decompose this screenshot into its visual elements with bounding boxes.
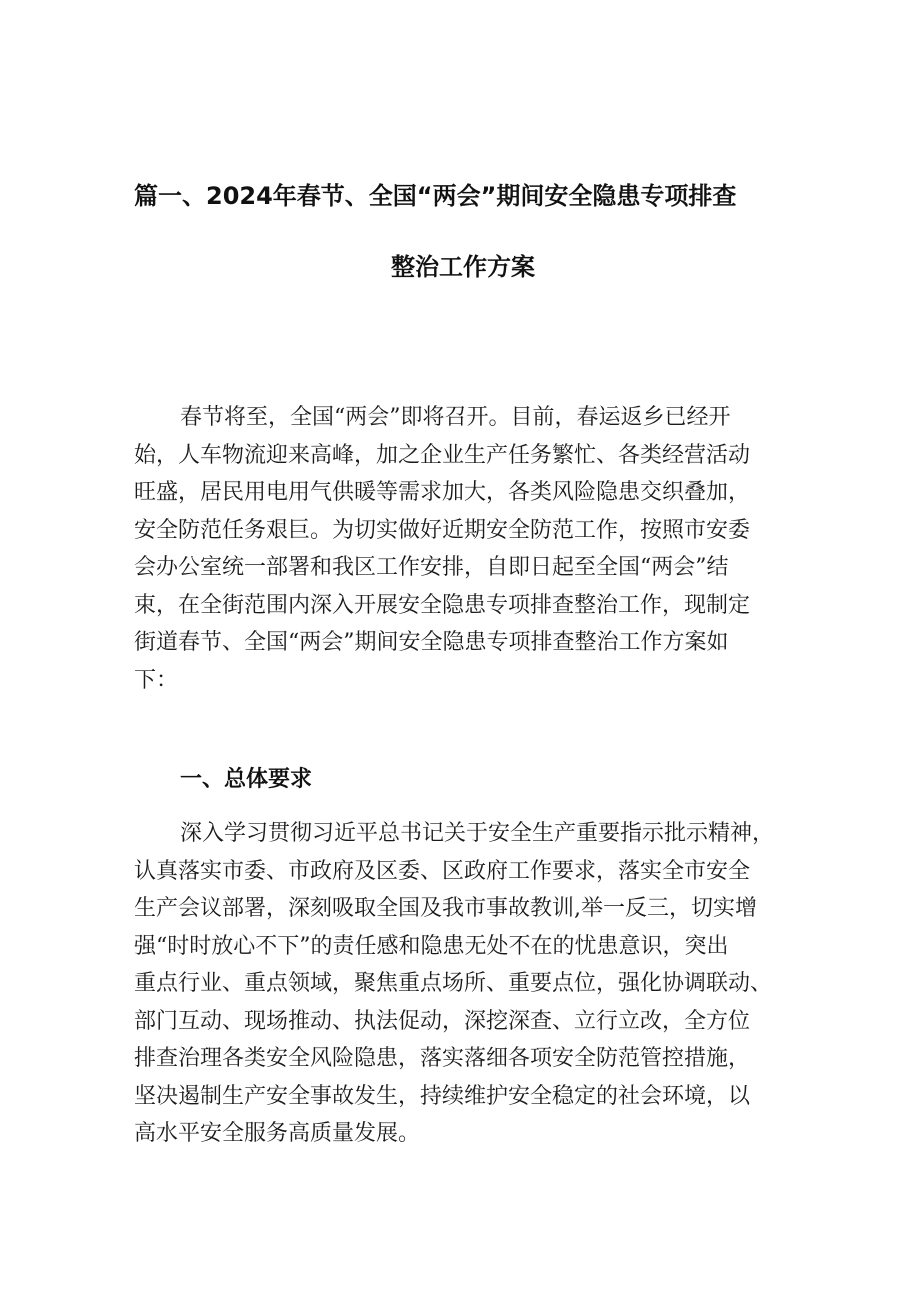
paragraph-line: 安全防范任务艰巨。为切实做好近期安全防范工作，按照市安委: [134, 517, 751, 543]
paragraph-line: 生产会议部署，深刻吸取全国及我市事故教训,举一反三，切实增: [134, 896, 757, 921]
paragraph-line: 束，在全街范围内深入开展安全隐患专项排查整治工作，现制定: [134, 592, 751, 618]
paragraph-line: 坚决遏制生产安全事故发生，持续维护安全稳定的社会环境，以: [134, 1083, 751, 1109]
paragraph-line: 认真落实市委、市政府及区委、区政府工作要求，落实全市安全: [134, 858, 751, 884]
paragraph-line: 深入学习贯彻习近平总书记关于安全生产重要指示批示精神，: [180, 821, 775, 846]
paragraph-line: 排查治理各类安全风险隐患，落实落细各项安全防范管控措施，: [134, 1046, 751, 1071]
paragraph-line: 高水平安全服务高质量发展。: [134, 1121, 421, 1146]
document-title-line-1: 篇一、2024年春节、全国“两会”期间安全隐患专项排查: [134, 182, 737, 210]
requirements-paragraph: [134, 815, 794, 1153]
paragraph-line: 强“时时放心不下”的责任感和隐患无处不在的忧患意识，突出: [134, 933, 729, 959]
paragraph-line: 重点行业、重点领域，聚焦重点场所、重要点位，强化协调联动、: [134, 971, 773, 996]
paragraph-line: 街道春节、全国“两会”期间安全隐患专项排查整治工作方案如: [134, 630, 729, 655]
paragraph-line: 下：: [134, 667, 179, 693]
paragraph-line: 旺盛，居民用电用气供暖等需求加大，各类风险隐患交织叠加，: [134, 480, 751, 505]
paragraph-line: 部门互动、现场推动、执法促动，深挖深查、立行立改，全方位: [134, 1008, 751, 1034]
intro-paragraph: [134, 399, 794, 699]
paragraph-line: 始，人车物流迎来高峰，加之企业生产任务繁忙、各类经营活动: [134, 442, 751, 468]
section-heading: 一、总体要求: [180, 767, 313, 792]
paragraph-line: 会办公室统一部署和我区工作安排，自即日起至全国“两会”结: [134, 555, 729, 580]
document-title-line-2: 整治工作方案: [391, 253, 535, 281]
paragraph-line: 春节将至，全国“两会”即将召开。目前，春运返乡已经开: [180, 405, 731, 430]
